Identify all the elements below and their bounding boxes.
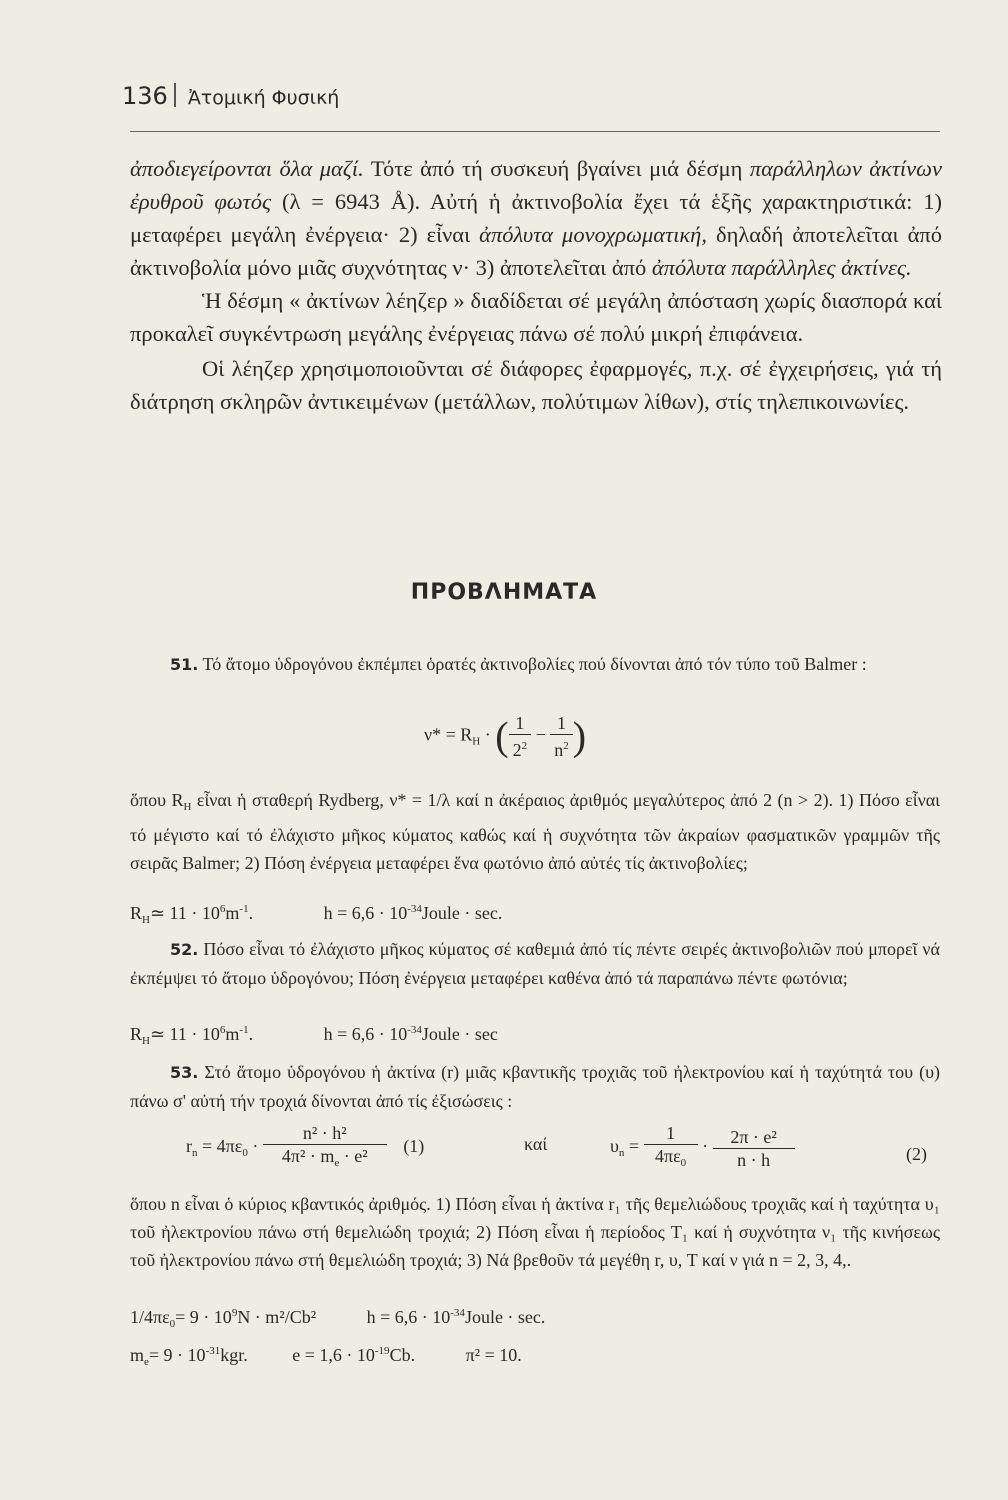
problem-52: 52. Πόσο εἶναι τό ἐλάχιστο μῆκος κύματος σέ καθεμιά ἀπό τίς πέντε σειρές ἀκτινοβολιῶν πού μπορεῖ νά ἐκπέμψει τό ἄτομο ὑδρογόνου; Πόση ἐνέργεια μεταφέρει καθένα ἀπό τά παραπάνω πέντε φωτόνια; [130,939,940,988]
problem-number: 53. [170,1063,199,1082]
problem-number: 52. [170,940,199,959]
problem-53-text: ὅπου n εἶναι ὁ κύριος κβαντικός ἀριθμός. 1) Πόση εἶναι ἡ ἀκτίνα r₁ τῆς θεμελιώδους τροχιᾶς καί ἡ ταχύτητα υ₁ τοῦ ἠλεκτρονίου πάνω στή θεμελιώδη τροχιά; 2) Πόση εἶναι ἡ περίοδος T₁ καί ἡ συχνότητα ν₁ τῆς κινήσεως τοῦ ἠλεκτρονίου πάνω στή θεμελιώδη τροχιά; 3) Νά βρεθοῦν τά μεγέθη r, υ, T καί ν γιά n = 2, 3, 4,. [130,1194,940,1270]
header-divider [174,83,176,107]
problem-51-given: $R_H≃$ $11 \cdot 10^6m^{-1}$. $h = 6,6 \cdot 10^{-34}Joule \cdot \sec$. [130,903,503,926]
page-number: 136 [122,82,168,110]
running-title: Ἀτομική Φυσική [187,87,340,109]
page-header [122,82,339,110]
paragraph-3: Οἱ λέηζερ χρησιμοποιοῦνται σέ διάφορες ἐφαρμογές, π.χ. σέ ἐγχειρήσεις, γιά τή διάτρηση σκληρῶν ἀντικειμένων (μετάλλων, πολύτιμων λίθων), στίς τηλεπικοινωνίες. [130,356,942,414]
problem-53-given-1: $1/4\pi\varepsilon_0= 9 \cdot 10^9N \cdot m^2/Cb^2$ $h = 6,6 \cdot 10^{-34}Joule \cdot \sec$. [130,1307,546,1330]
problem-52-given: $R_H≃$ $11 \cdot 10^6m^{-1}$. $h = 6,6 \cdot 10^{-34}Joule \cdot \sec$ [130,1024,498,1047]
problem-51-text: ὅπου $R_H$ εἶναι ἡ σταθερή Rydberg, ν* = 1/λ καί n ἀκέραιος ἀριθμός μεγαλύτερος ἀπό 2 (n > 2). 1) Πόσο εἶναι τό μέγιστο καί τό ἐλάχιστο μῆκος κύματος καθώς καί ἡ συχνότητα τῶν ἀκραίων φασματικῶν γραμμῶν τῆς σειρᾶς Balmer; 2) Πόση ἐνέργεια μεταφέρει ἕνα φωτόνιο ἀπό αὐτές τίς ἀκτινοβολίες; [130,790,940,873]
header-rule [130,131,940,132]
problem-53-given-2: $m_e= 9 \cdot 10^{-31}kgr$. $e = 1,6 \cdot 10^{-19}Cb$. π² = 10. [130,1345,522,1368]
and-word: καί [524,1134,548,1154]
problem-number: 51. [170,655,199,674]
velocity-equation: $\upsilon_n$ = $\frac{1}{4\pi\varepsilon_0}$ · $\frac{\text{2π · e²}}{n \cdot h}$ [610,1122,795,1174]
radius-equation: $r_n = 4\pi\varepsilon_0$ · $\frac{\text{n² · h²}}{4\pi^2 \cdot m_e \cdot e^2}$ (1) [186,1123,425,1169]
problem-51 [130,650,940,679]
problem-intro: Τό ἄτομο ὑδρογόνου ἐκπέμπει ὁρατές ἀκτινοβολίες πού δίνονται ἀπό τόν τύπο τοῦ Balmer : [198,654,867,674]
main-text [130,152,942,418]
balmer-formula: $\nu* = R_H$ · ( $\frac{1}{2^2}$ − $\frac{1}{n^2}$ ) [424,713,587,760]
equation-label-2: (2) [906,1144,927,1164]
problem-53: 53. Στό ἄτομο ὑδρογόνου ἡ ἀκτίνα (r) μιᾶς κβαντικῆς τροχιᾶς τοῦ ἠλεκτρονίου καί ἡ ταχύτητά του (υ) πάνω σ' αὐτή τήν τροχιά δίνονται ἀπό τίς ἐξισώσεις : [130,1062,940,1111]
paragraph-1: ἀποδιεγείρονται ὅλα μαζί. Τότε ἀπό τή συσκευή βγαίνει μιά δέσμη παράλληλων ἀκτίνων ἐρυθροῦ φωτός (λ = 6943 Å). Αὐτή ἡ ἀκτινοβολία ἔχει τά ἑξῆς χαρακτηριστικά: 1) μεταφέρει μεγάλη ἐνέργεια· 2) εἶναι ἀπόλυτα μονοχρωματική, δηλαδή ἀποτελεῖται ἀπό ἀκτινοβολία μόνο μιᾶς συχνότητας ν· 3) ἀποτελεῖται ἀπό ἀπόλυτα παράλληλες ἀκτίνες. [130,156,943,280]
paragraph-2: Ἡ δέσμη « ἀκτίνων λέηζερ » διαδίδεται σέ μεγάλη ἀπόσταση χωρίς διασπορά καί προκαλεῖ συγκέντρωση μεγάλης ἐνέργειας πάνω σέ πολύ μικρή ἐπιφάνεια. [130,288,942,346]
section-heading: ΠΡΟΒΛΗΜΑΤΑ [410,580,598,605]
